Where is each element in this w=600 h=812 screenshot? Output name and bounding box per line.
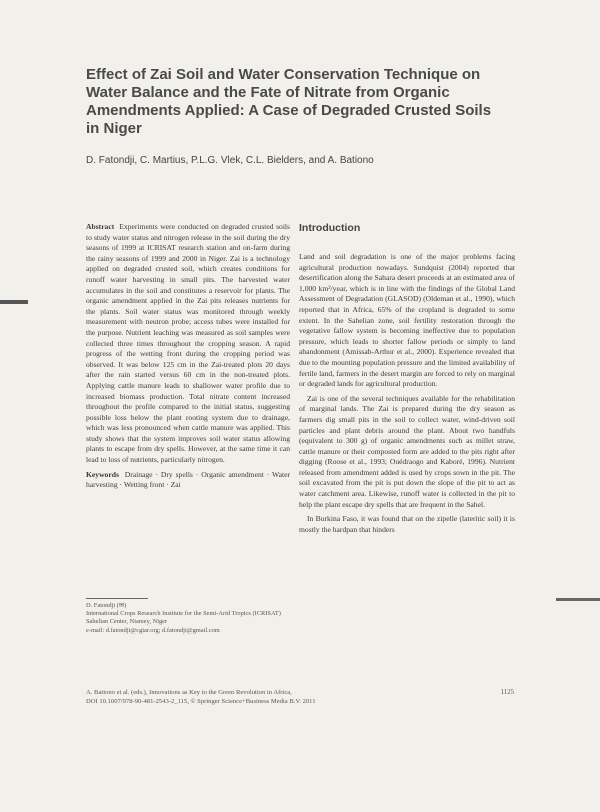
abstract [86,222,290,466]
introduction-heading: Introduction [299,222,361,234]
intro-paragraph-2: Zai is one of the several techniques available for the rehabilitation of marginal lands. The Zai is prepared during the dry season as farmers dig small pits in the soil to collect water, wind-driven soil particles and plant debris around the plant. About two handfuls (equivalent to 300 g) of organic amendments such as millet straw, cattle manure or their composted form are added to the pits right after digging (Roose et al., 1993; Ouédraogo and Kaboré, 1996). Nutrient released from amendment added is used by crops sown in the pit. The soil excavated from the pit is put down the slope of the pit to act as water catchment area. Likewise, runoff water is collected in the pit to help the plant escape dry spells that are frequent in the Sahel. [299,393,515,509]
footnote-affiliation: International Crops Research Institute for the Semi-Arid Tropics (ICRISAT) Sahelian Center, Niamey, Niger [86,610,281,626]
abstract-label: Abstract [86,222,115,231]
footnote-rule [86,598,148,599]
abstract-text: Experiments were conducted on degraded crusted soils to study water status and nitrogen release in the soil during the dry seasons of 1999 at ICRISAT research station and on-farm during the rainy seasons of 1999 and 2000 in Niger. Zai is a technology applied on degraded crusted soil, which creates conditions for runoff water harvesting in small pits. The harvested water accumulates in the soil and constitutes a reservoir for plants. The organic amendment applied in the Zai pits releases nutrients for the plants. Soil water status was monitored through weekly measurement with neutron probe; access tubes were installed for the purpose. Nutrient leaching was measured as soil samples were collected three times throughout the cropping season. A rapid progress of the wetting front during the cropping period was observed. It was below 125 cm in the Zai-treated plots 20 days after the rain started versus 60 cm in the non-treated plots. Applying cattle manure leads to shallower water profile due to increased biomass production. Total nitrate content increased throughout the profile compared to the initial status, suggesting possible loss below the plant rooting system due to drainage, which was less pronounced when cattle manure was applied. This study shows that the system improves soil water status allowing plants to escape from dry spells. However, at the same time it can lead to loss of nutrients, particularly nitrogen. [86,222,290,465]
intro-paragraph-1: Land and soil degradation is one of the major problems facing agricultural production nowadays. Sundquist (2004) reported that desertification along the Sahara desert proceeds at an estimated area of 1,000 km²/year, which is in line with the findings of the Global Land Assessment of Degradation (GLASOD) (Oldeman et al., 1990), which reported that in Africa, 65% of the cropland is degraded to some extent. In the Sahelian zone, soil fertility restoration through the vegetative fallow system is becoming ineffective due to population pressure, which leads to shorter fallow periods or simply to land abandonment (Amissah-Arthur et al., 2000). Experience revealed that due to the mounting population pressure and the limited availability of fertile land, farmers in the desert margin are forced to rely on marginal or degraded lands for agricultural production. [299,252,515,389]
footer-doi: DOI 10.1007/978-90-481-2543-2_115, © Springer Science+Business Media B.V. 2011 [86,697,316,705]
footnote-name: D. Fatondji (✉) [86,602,127,609]
footer-citation: A. Bationo et al. (eds.), Innovations as Key to the Green Revolution in Africa, [86,689,292,696]
keywords-label: Keywords [86,469,119,479]
right-column [299,222,515,535]
intro-paragraph-3: In Burkina Faso, it was found that on the zipelle (lateritic soil) it is mostly the hardpan that hinders [299,514,515,534]
footnote-email: e-mail: d.fatondji@cgiar.org; d.fatondji@gmail.com [86,626,220,634]
paper-title: Effect of Zai Soil and Water Conservation Technique on Water Balance and the Fate of Nitrate from Organic Amendments Applied: A Case of Degraded Crusted Soils in Niger [86,66,492,137]
left-column [86,222,290,491]
scan-margin-mark-right [556,598,600,601]
keywords [86,470,290,491]
page-number: 1125 [500,689,514,696]
author-list: D. Fatondji, C. Martius, P.L.G. Vlek, C.L. Bielders, and A. Bationo [86,155,374,166]
keywords-text: Drainage · Dry spells · Organic amendment · Water harvesting · Wetting front · Zai [86,469,290,490]
scan-margin-mark [0,300,28,304]
page-footer [86,689,526,706]
author-footnote [86,602,290,635]
